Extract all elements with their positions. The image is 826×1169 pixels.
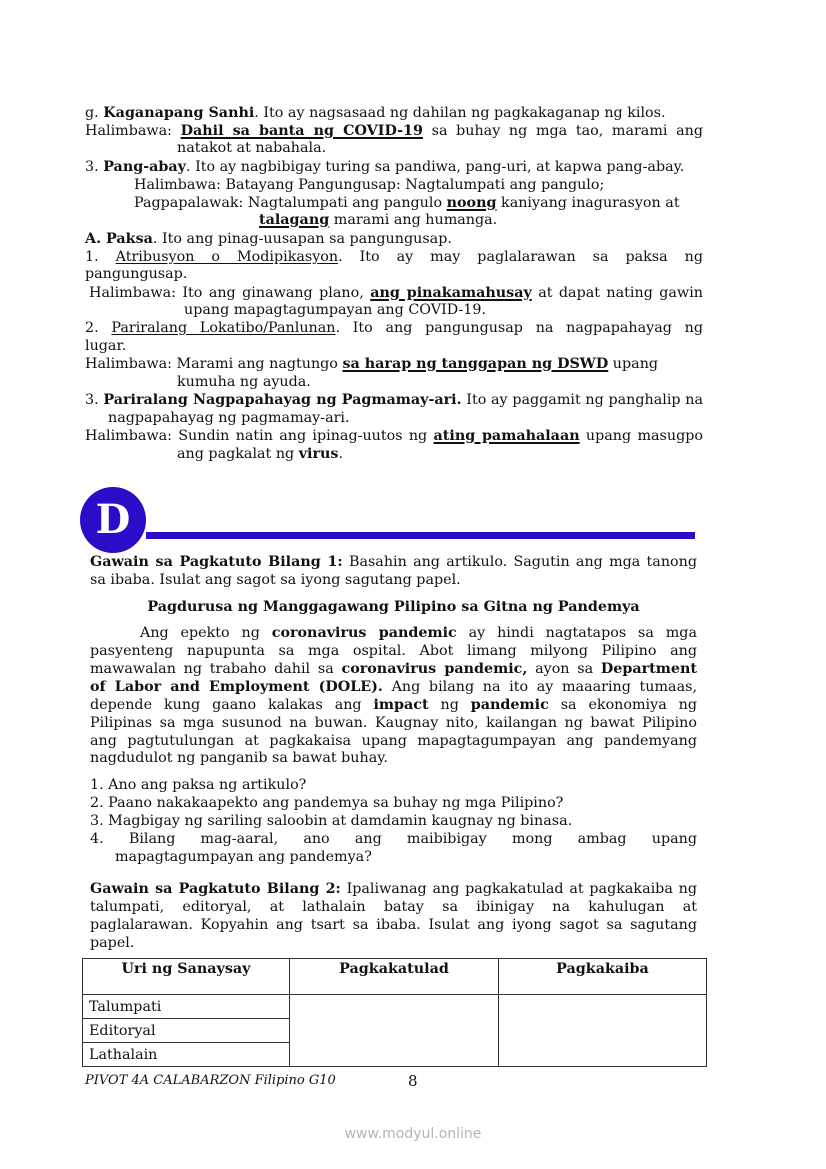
text-segment: Ang epekto ng	[140, 625, 272, 641]
text-line	[90, 696, 697, 714]
text-segment: upang mapagtagumpayan ang COVID-19.	[184, 302, 487, 318]
bold-text: Department	[600, 661, 697, 677]
text-segment: depende kung gaano kalakas ang	[90, 697, 374, 713]
text-segment: Ang bilang na ito ay maaaring tumaas,	[382, 679, 697, 695]
text-line	[89, 284, 703, 302]
text-line	[85, 104, 666, 122]
text-line	[115, 848, 372, 866]
text-line	[90, 642, 697, 660]
text-line	[134, 194, 680, 212]
text-line	[90, 916, 697, 934]
section-d-badge	[80, 487, 146, 553]
article-title	[90, 598, 697, 616]
bold-text: pandemic	[470, 697, 549, 713]
text-line	[90, 794, 563, 812]
text-line	[85, 337, 126, 355]
text-segment: Halimbawa: Sundin natin ang ipinag-uutos ng	[85, 428, 434, 444]
text-segment: 3.	[85, 159, 104, 175]
text-segment: 2.	[85, 320, 112, 336]
text-segment: .	[338, 446, 343, 462]
text-segment: . Ito ay nagbibigay turing sa pandiwa, pang-uri, at kapwa pang-abay.	[185, 159, 685, 175]
text-line	[85, 158, 684, 176]
table-header-row	[83, 959, 707, 995]
text-segment: talumpati, editoryal, at lathalain batay sa ibinigay na kahulugan at	[90, 899, 697, 915]
text-segment: 1. Ano ang paksa ng artikulo?	[90, 777, 307, 793]
comparison-table	[82, 958, 707, 1067]
text-segment: ang pagtutulungan at pagkakaisa upang mapagtagumpayan ang pandemyang	[90, 733, 697, 749]
text-line	[134, 176, 604, 194]
bold-text: A. Paksa	[85, 231, 153, 247]
bold-text: coronavirus pandemic	[271, 625, 457, 641]
text-line	[85, 355, 658, 373]
text-segment: nagdudulot ng panganib sa bawat buhay.	[90, 750, 388, 766]
text-segment: mawawalan ng trabaho dahil sa	[90, 661, 342, 677]
text-segment: Ipaliwanag ang pagkakatulad at pagkakaiba ng	[340, 881, 697, 897]
emphasized-text: ating pamahalaan	[433, 428, 580, 444]
text-line	[90, 776, 306, 794]
text-segment: 2. Paano nakakaapekto ang pandemya sa buhay ng mga Pilipino?	[90, 795, 564, 811]
text-line	[177, 445, 343, 463]
text-line	[85, 391, 703, 409]
text-segment: 3.	[85, 392, 104, 408]
text-line	[85, 427, 703, 445]
text-segment: Ito ay paggamit ng panghalip na	[461, 392, 703, 408]
text-segment: Basahin ang artikulo. Sagutin ang mga tanong	[342, 554, 697, 570]
text-line	[259, 211, 497, 229]
emphasized-text: sa harap ng tanggapan ng DSWD	[342, 356, 609, 372]
text-segment: Halimbawa:	[85, 123, 181, 139]
text-line	[90, 934, 134, 952]
text-segment: Halimbawa: Ito ang ginawang plano,	[89, 285, 371, 301]
section-divider-bar	[146, 532, 695, 539]
emphasized-text: Atribusyon o Modipikasyon	[115, 249, 339, 265]
text-segment: kumuha ng ayuda.	[177, 374, 311, 390]
footer-text: PIVOT 4A CALABARZON Filipino G10	[85, 1073, 336, 1088]
text-segment: lugar.	[85, 338, 127, 354]
text-segment: Halimbawa: Marami ang nagtungo	[85, 356, 343, 372]
row-label: Talumpati	[83, 995, 290, 1019]
bold-text: Pagdurusa ng Manggagawang Pilipino sa Gitna ng Pandemya	[147, 599, 640, 615]
text-line	[90, 714, 697, 732]
text-line	[140, 624, 697, 642]
bold-text: coronavirus pandemic,	[341, 661, 528, 677]
emphasized-text: Pariralang Lokatibo/Panlunan	[111, 320, 336, 336]
text-line	[85, 265, 187, 283]
page-number: 8	[408, 1072, 418, 1090]
text-segment: kaniyang inagurasyon at	[496, 195, 680, 211]
bold-text: virus	[298, 446, 339, 462]
text-line	[177, 139, 326, 157]
text-segment: 4. Bilang mag-aaral, ano ang maibibigay mong ambag upang	[90, 831, 697, 847]
text-line	[90, 749, 388, 767]
text-segment: upang	[608, 356, 659, 372]
text-segment: nagpapahayag ng pagmamay-ari.	[108, 410, 350, 426]
text-segment: pangungusap.	[85, 266, 188, 282]
text-segment: . Ito ang pinag-uusapan sa pangungusap.	[152, 231, 452, 247]
text-segment: marami ang humanga.	[329, 212, 498, 228]
text-segment: papel.	[90, 935, 135, 951]
table-row	[83, 995, 707, 1019]
text-line	[85, 319, 703, 337]
text-segment: g.	[85, 105, 104, 121]
text-segment: ang pagkalat ng	[177, 446, 299, 462]
emphasized-text: Dahil sa banta ng COVID-19	[180, 123, 423, 139]
text-segment: . Ito ay may paglalarawan sa paksa ng	[338, 249, 703, 265]
text-line	[90, 898, 697, 916]
text-segment: Halimbawa: Batayang Pangungusap: Nagtalumpati ang pangulo;	[134, 177, 605, 193]
bold-text: Gawain sa Pagkatuto Bilang 1:	[90, 554, 343, 570]
text-segment: ayon sa	[527, 661, 601, 677]
bold-text: Pariralang Nagpapahayag ng Pagmamay-ari.	[103, 392, 462, 408]
text-segment: Pilipinas sa mga susunod na buwan. Kaugnay nito, kailangan ng bawat Pilipino	[90, 715, 697, 731]
text-line	[90, 830, 697, 848]
text-segment: sa buhay ng mga tao, marami ang	[422, 123, 703, 139]
bold-text: impact	[373, 697, 429, 713]
text-segment: at dapat nating gawin	[531, 285, 703, 301]
text-segment: upang masugpo	[579, 428, 703, 444]
text-line	[85, 230, 452, 248]
row-label: Editoryal	[83, 1019, 290, 1043]
text-segment: mapagtagumpayan ang pandemya?	[115, 849, 372, 865]
pagkakaiba-cell	[499, 995, 707, 1067]
bold-text: Pang-abay	[103, 159, 186, 175]
text-line	[85, 248, 703, 266]
bold-text: Gawain sa Pagkatuto Bilang 2:	[90, 881, 341, 897]
text-segment: ay hindi nagtatapos sa mga	[456, 625, 697, 641]
text-line	[90, 571, 461, 589]
text-segment: natakot at nabahala.	[177, 140, 327, 156]
emphasized-text: ang pinakamahusay	[370, 285, 532, 301]
section-letter: D	[95, 496, 131, 543]
text-segment: 1.	[85, 249, 116, 265]
text-line	[90, 732, 697, 750]
text-line	[177, 373, 311, 391]
text-segment: 3. Magbigay ng sariling saloobin at damdamin kaugnay ng binasa.	[90, 813, 573, 829]
text-line	[184, 301, 486, 319]
text-segment: . Ito ay nagsasaad ng dahilan ng pagkakaganap ng kilos.	[254, 105, 666, 121]
header-uri: Uri ng Sanaysay	[83, 959, 290, 995]
text-line	[108, 409, 350, 427]
text-segment: sa ekonomiya ng	[548, 697, 697, 713]
bold-text: Kaganapang Sanhi	[103, 105, 255, 121]
text-segment: paglalarawan. Kopyahin ang tsart sa ibaba. Isulat ang iyong sagot sa sagutang	[90, 917, 697, 933]
watermark: www.modyul.online	[344, 1126, 482, 1142]
text-line	[90, 678, 697, 696]
emphasized-text: noong	[446, 195, 497, 211]
row-label: Lathalain	[83, 1043, 290, 1067]
text-line	[85, 122, 703, 140]
text-segment: . Ito ang pangungusap na nagpapahayag ng	[335, 320, 703, 336]
header-pagkakatulad: Pagkakatulad	[290, 959, 499, 995]
text-segment: ng	[428, 697, 471, 713]
text-segment: sa ibaba. Isulat ang sagot sa iyong sagutang papel.	[90, 572, 461, 588]
text-line	[90, 660, 697, 678]
text-line	[90, 812, 572, 830]
text-segment: pasyenteng napupunta sa mga ospital. Abot limang milyong Pilipino ang	[90, 643, 697, 659]
text-line	[90, 553, 697, 571]
bold-text: of Labor and Employment (DOLE).	[90, 679, 383, 695]
text-line	[90, 880, 697, 898]
text-segment: Pagpapalawak: Nagtalumpati ang pangulo	[134, 195, 447, 211]
header-pagkakaiba: Pagkakaiba	[499, 959, 707, 995]
pagkakatulad-cell	[290, 995, 499, 1067]
emphasized-text: talagang	[259, 212, 330, 228]
